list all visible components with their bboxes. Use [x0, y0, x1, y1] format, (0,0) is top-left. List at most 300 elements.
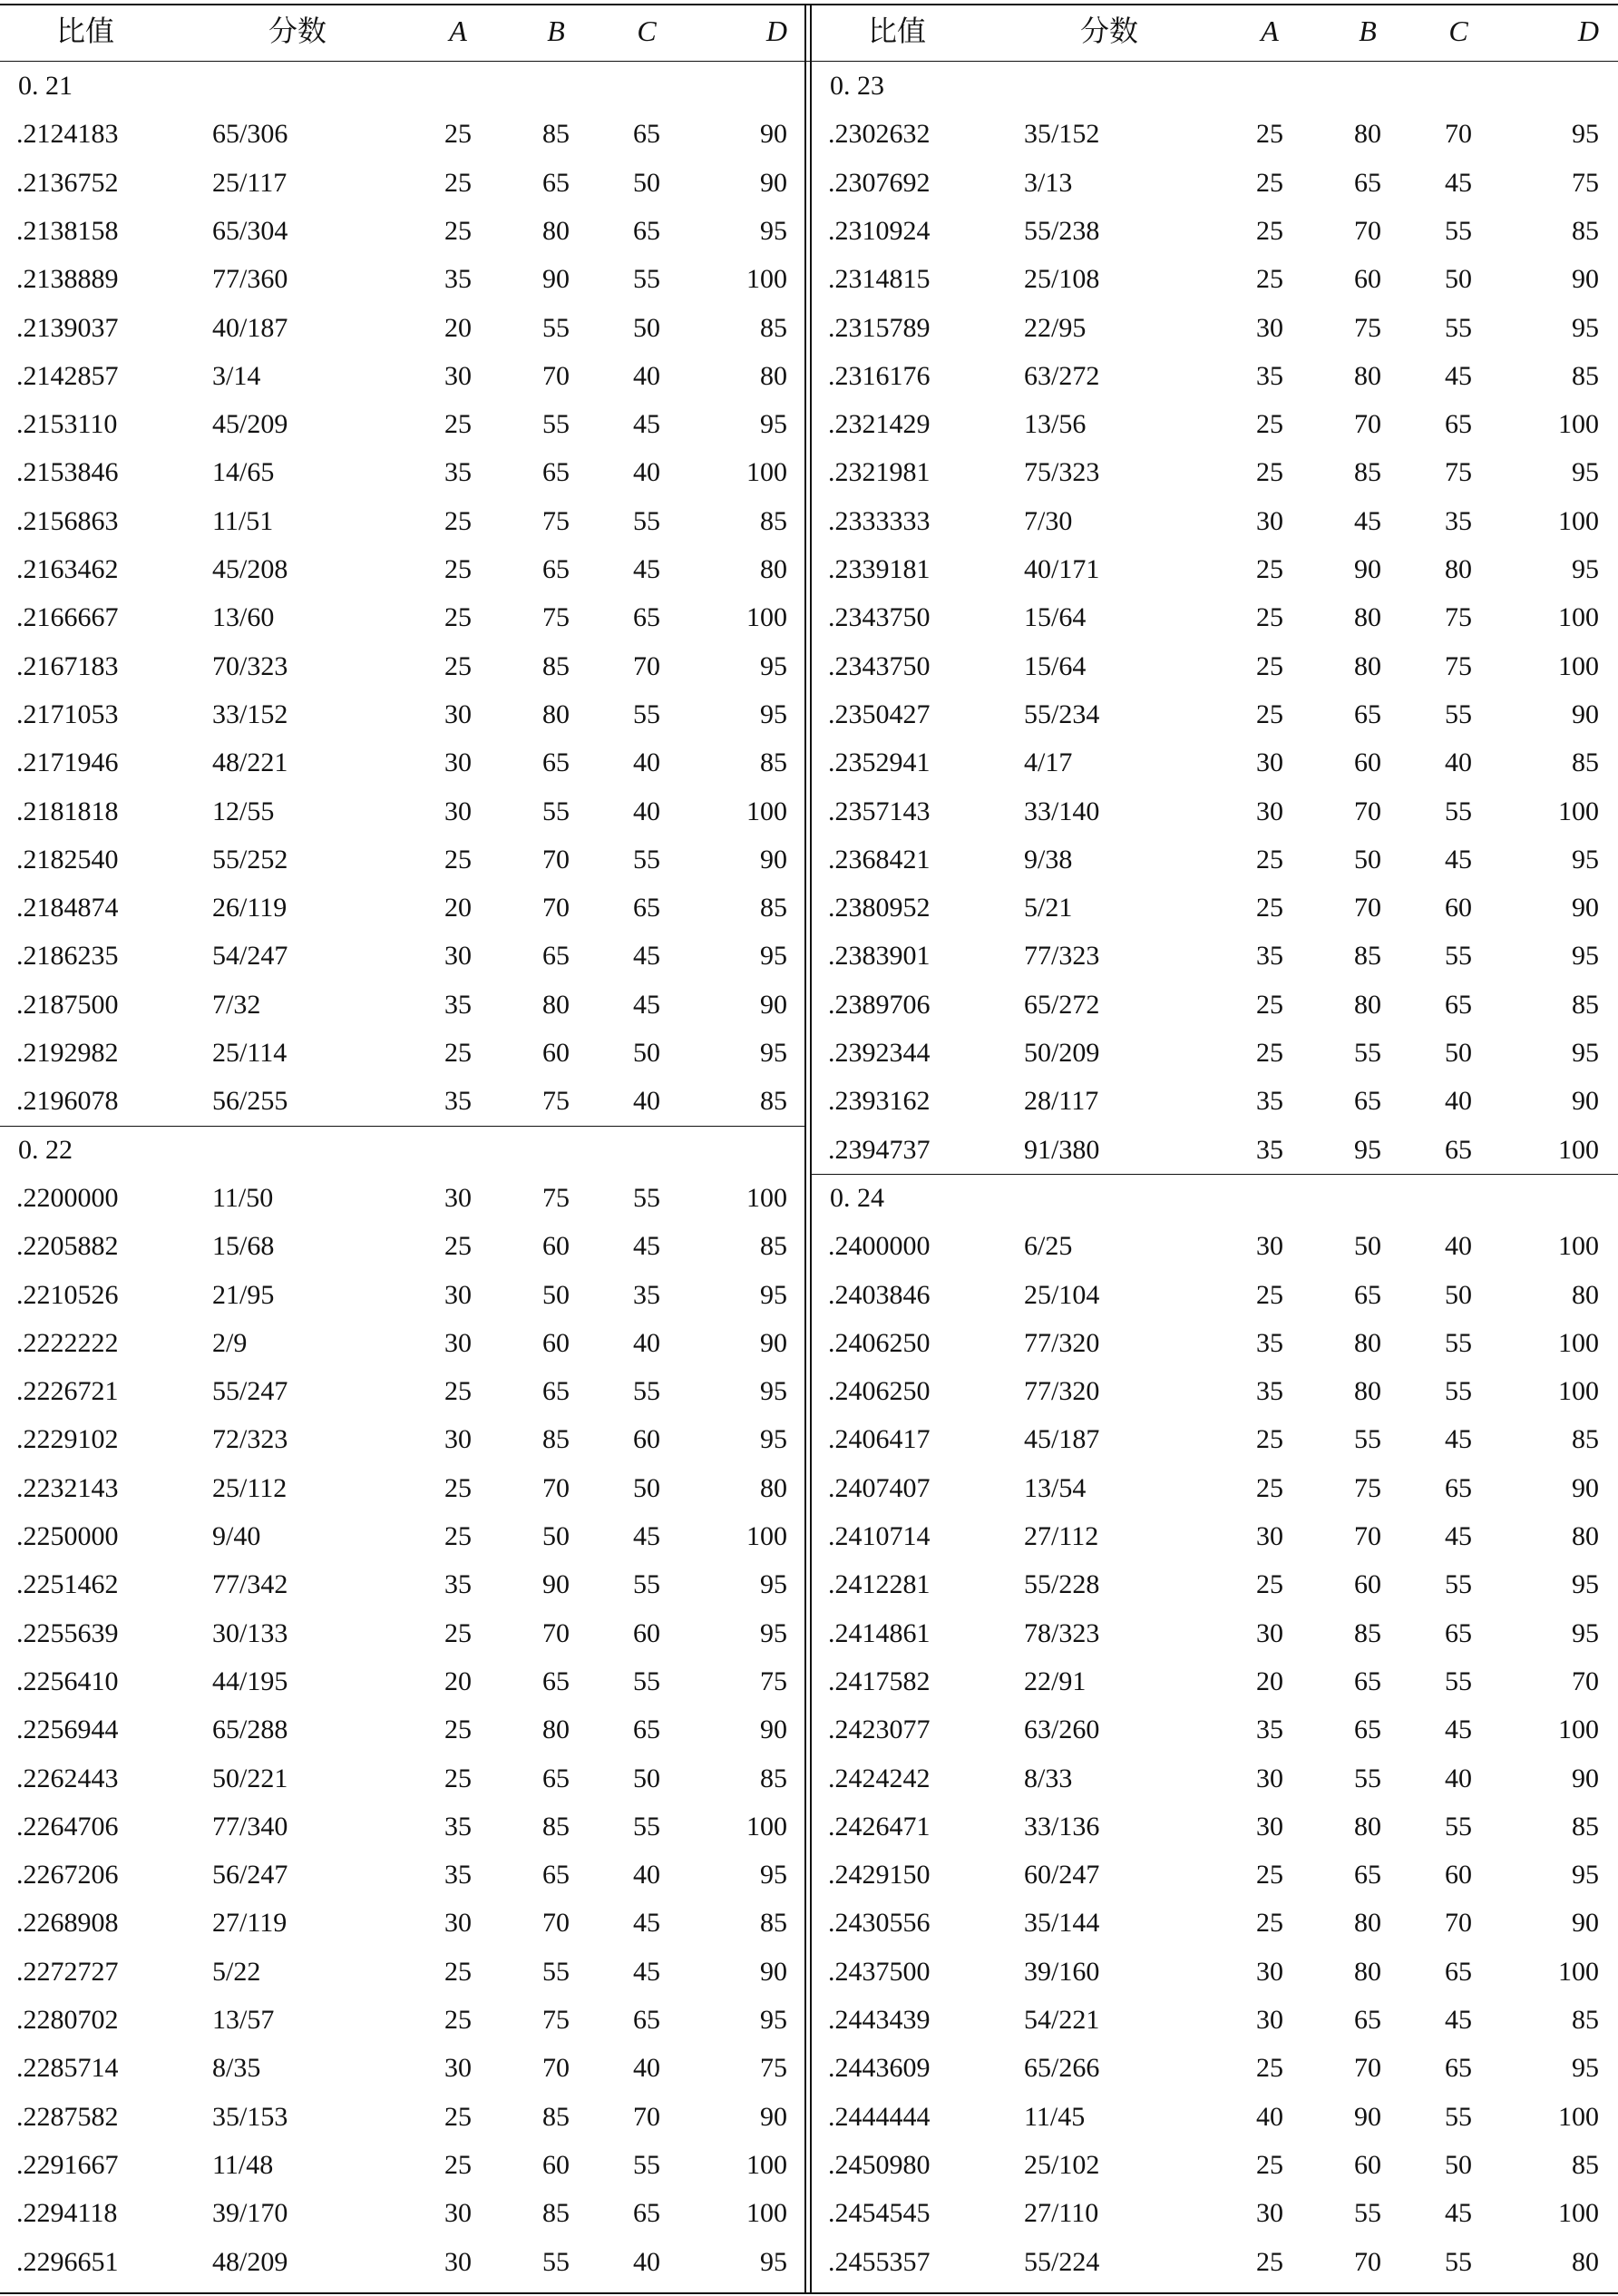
fraction-cell: 50/221 [212, 1763, 288, 1793]
ratio-cell: .2153110 [16, 409, 118, 440]
d-cell: 100 [1558, 650, 1599, 681]
b-cell: 50 [542, 1279, 570, 1310]
d-cell: 95 [760, 1038, 787, 1068]
a-cell: 30 [1256, 2005, 1283, 2035]
a-cell: 35 [444, 1811, 472, 1842]
b-cell: 50 [1354, 844, 1381, 874]
ratio-cell: .2424242 [828, 1763, 931, 1793]
d-cell: 95 [760, 1569, 787, 1600]
d-cell: 90 [760, 989, 787, 1020]
c-cell: 45 [1445, 360, 1472, 391]
fraction-cell: 27/110 [1024, 2198, 1099, 2229]
c-cell: 55 [1445, 1569, 1472, 1600]
b-cell: 55 [542, 409, 570, 440]
c-cell: 45 [1445, 1424, 1472, 1455]
d-cell: 100 [746, 2149, 787, 2180]
b-cell: 75 [1354, 1472, 1381, 1503]
ratio-cell: .2142857 [16, 360, 119, 391]
b-cell: 60 [1354, 1569, 1381, 1600]
fraction-cell: 35/152 [1024, 119, 1100, 150]
fraction-cell: 25/108 [1024, 264, 1100, 295]
c-cell: 45 [633, 1521, 660, 1551]
a-cell: 35 [1256, 1086, 1283, 1117]
fraction-cell: 56/247 [212, 1860, 288, 1891]
ratio-cell: .2302632 [828, 119, 931, 150]
d-cell: 85 [760, 747, 787, 778]
c-cell: 70 [1445, 119, 1472, 150]
c-cell: 40 [633, 360, 660, 391]
fraction-cell: 27/112 [1024, 1521, 1099, 1551]
ratio-cell: .2394737 [828, 1134, 931, 1165]
fraction-cell: 15/64 [1024, 650, 1087, 681]
b-cell: 70 [542, 2053, 570, 2084]
ratio-cell: .2139037 [16, 312, 119, 343]
b-cell: 90 [542, 264, 570, 295]
c-cell: 55 [1445, 941, 1472, 972]
a-cell: 25 [1256, 1860, 1283, 1891]
d-cell: 90 [760, 167, 787, 198]
ratio-cell: .2192982 [16, 1038, 119, 1068]
a-cell: 40 [1256, 2101, 1283, 2132]
fraction-cell: 77/340 [212, 1811, 288, 1842]
b-cell: 70 [1354, 2053, 1381, 2084]
d-cell: 85 [1572, 2149, 1599, 2180]
b-cell: 70 [1354, 1521, 1381, 1551]
d-cell: 95 [760, 2246, 787, 2277]
ratio-cell: .2163462 [16, 554, 119, 584]
fraction-cell: 13/56 [1024, 409, 1087, 440]
fraction-cell: 50/209 [1024, 1038, 1100, 1068]
fraction-cell: 55/247 [212, 1376, 288, 1407]
ratio-cell: .2393162 [828, 1086, 931, 1117]
c-cell: 50 [633, 1472, 660, 1503]
b-cell: 65 [1354, 167, 1381, 198]
d-cell: 95 [1572, 1860, 1599, 1891]
c-cell: 45 [633, 1956, 660, 1987]
header-ratio: 比值 [56, 15, 115, 47]
ratio-cell: .2229102 [16, 1424, 119, 1455]
a-cell: 20 [444, 893, 472, 923]
ratio-cell: .2256944 [16, 1715, 119, 1745]
a-cell: 30 [444, 1182, 472, 1213]
d-cell: 90 [760, 1715, 787, 1745]
ratio-cell: .2357143 [828, 796, 931, 826]
fraction-cell: 25/117 [212, 167, 288, 198]
ratio-cell: .2389706 [828, 989, 931, 1020]
a-cell: 25 [444, 650, 472, 681]
header-rule [0, 61, 1618, 62]
c-cell: 40 [1445, 1763, 1472, 1793]
d-cell: 90 [1572, 1086, 1599, 1117]
b-cell: 85 [1354, 457, 1381, 488]
a-cell: 25 [1256, 602, 1283, 633]
ratio-cell: .2333333 [828, 505, 931, 536]
ratio-cell: .2294118 [16, 2198, 118, 2229]
a-cell: 25 [444, 167, 472, 198]
ratio-cell: .2454545 [828, 2198, 931, 2229]
b-cell: 90 [542, 1569, 570, 1600]
b-cell: 80 [542, 699, 570, 729]
header-d: D [765, 15, 787, 47]
ratio-cell: .2443609 [828, 2053, 931, 2084]
ratio-cell: .2171053 [16, 699, 119, 729]
ratio-cell: .2417582 [828, 1666, 931, 1696]
ratio-cell: .2314815 [828, 264, 931, 295]
d-cell: 85 [1572, 360, 1599, 391]
c-cell: 55 [633, 1376, 660, 1407]
c-cell: 65 [633, 1715, 660, 1745]
ratio-cell: .2226721 [16, 1376, 119, 1407]
fraction-cell: 54/221 [1024, 2005, 1100, 2035]
c-cell: 40 [633, 1860, 660, 1891]
c-cell: 65 [633, 893, 660, 923]
ratio-cell: .2124183 [16, 119, 119, 150]
c-cell: 65 [1445, 1134, 1472, 1165]
b-cell: 90 [1354, 2101, 1381, 2132]
b-cell: 70 [542, 893, 570, 923]
c-cell: 55 [1445, 1327, 1472, 1358]
c-cell: 45 [1445, 844, 1472, 874]
ratio-cell: .2136752 [16, 167, 119, 198]
b-cell: 85 [542, 650, 570, 681]
bottom-rule [0, 2292, 1618, 2294]
b-cell: 75 [1354, 312, 1381, 343]
d-cell: 80 [760, 1472, 787, 1503]
fraction-cell: 12/55 [212, 796, 275, 826]
d-cell: 95 [760, 1860, 787, 1891]
c-cell: 40 [633, 796, 660, 826]
d-cell: 90 [1572, 1763, 1599, 1793]
a-cell: 25 [1256, 2246, 1283, 2277]
c-cell: 45 [633, 554, 660, 584]
a-cell: 25 [444, 1231, 472, 1262]
b-cell: 70 [1354, 796, 1381, 826]
fraction-cell: 25/114 [212, 1038, 288, 1068]
a-cell: 25 [444, 409, 472, 440]
ratio-cell: .2166667 [16, 602, 119, 633]
a-cell: 25 [444, 1956, 472, 1987]
ratio-cell: .2316176 [828, 360, 931, 391]
fraction-cell: 26/119 [212, 893, 288, 923]
d-cell: 80 [1572, 2246, 1599, 2277]
b-cell: 55 [1354, 1763, 1381, 1793]
d-cell: 90 [760, 1327, 787, 1358]
fraction-cell: 15/64 [1024, 602, 1087, 633]
c-cell: 50 [1445, 1279, 1472, 1310]
c-cell: 55 [633, 1811, 660, 1842]
c-cell: 65 [1445, 1472, 1472, 1503]
a-cell: 25 [1256, 989, 1283, 1020]
a-cell: 30 [444, 2246, 472, 2277]
c-cell: 65 [633, 602, 660, 633]
a-cell: 30 [1256, 2198, 1283, 2229]
c-cell: 70 [633, 650, 660, 681]
group-label: 0. 24 [830, 1182, 884, 1213]
a-cell: 25 [1256, 1569, 1283, 1600]
d-cell: 85 [760, 1231, 787, 1262]
ratio-cell: .2182540 [16, 844, 119, 874]
d-cell: 95 [760, 650, 787, 681]
c-cell: 55 [1445, 1811, 1472, 1842]
fraction-cell: 39/170 [212, 2198, 288, 2229]
b-cell: 55 [542, 312, 570, 343]
a-cell: 30 [444, 2053, 472, 2084]
a-cell: 30 [1256, 505, 1283, 536]
b-cell: 80 [1354, 1908, 1381, 1939]
fraction-cell: 35/153 [212, 2101, 288, 2132]
a-cell: 35 [1256, 1327, 1283, 1358]
ratio-cell: .2368421 [828, 844, 931, 874]
a-cell: 30 [444, 1279, 472, 1310]
d-cell: 85 [760, 1908, 787, 1939]
c-cell: 40 [633, 457, 660, 488]
ratio-cell: .2285714 [16, 2053, 119, 2084]
c-cell: 55 [633, 505, 660, 536]
ratio-cell: .2256410 [16, 1666, 119, 1696]
a-cell: 25 [1256, 1908, 1283, 1939]
a-cell: 25 [1256, 1424, 1283, 1455]
d-cell: 95 [1572, 1617, 1599, 1648]
b-cell: 85 [542, 119, 570, 150]
d-cell: 90 [760, 1956, 787, 1987]
c-cell: 65 [633, 2198, 660, 2229]
fraction-cell: 77/323 [1024, 941, 1100, 972]
b-cell: 65 [542, 167, 570, 198]
d-cell: 95 [760, 215, 787, 246]
fraction-cell: 72/323 [212, 1424, 288, 1455]
d-cell: 85 [1572, 215, 1599, 246]
d-cell: 85 [760, 1086, 787, 1117]
b-cell: 85 [542, 2101, 570, 2132]
c-cell: 60 [633, 1617, 660, 1648]
b-cell: 55 [1354, 2198, 1381, 2229]
c-cell: 40 [633, 747, 660, 778]
b-cell: 60 [1354, 2149, 1381, 2180]
c-cell: 65 [633, 215, 660, 246]
c-cell: 65 [1445, 1956, 1472, 1987]
a-cell: 35 [1256, 941, 1283, 972]
ratio-cell: .2287582 [16, 2101, 119, 2132]
c-cell: 55 [1445, 2246, 1472, 2277]
ratio-cell: .2250000 [16, 1521, 119, 1551]
b-cell: 60 [542, 1231, 570, 1262]
b-cell: 65 [542, 554, 570, 584]
header-c: C [637, 15, 657, 47]
a-cell: 35 [444, 1569, 472, 1600]
a-cell: 25 [1256, 119, 1283, 150]
c-cell: 65 [1445, 989, 1472, 1020]
a-cell: 30 [1256, 1956, 1283, 1987]
fraction-cell: 6/25 [1024, 1231, 1073, 1262]
a-cell: 30 [1256, 1231, 1283, 1262]
fraction-cell: 8/33 [1024, 1763, 1073, 1793]
d-cell: 80 [760, 360, 787, 391]
d-cell: 85 [1572, 989, 1599, 1020]
d-cell: 95 [1572, 457, 1599, 488]
ratio-cell: .2352941 [828, 747, 931, 778]
c-cell: 45 [633, 1231, 660, 1262]
b-cell: 80 [1354, 1376, 1381, 1407]
fraction-cell: 65/272 [1024, 989, 1100, 1020]
fraction-cell: 55/228 [1024, 1569, 1100, 1600]
d-cell: 100 [746, 1182, 787, 1213]
right-group-divider [812, 1174, 1618, 1175]
fraction-cell: 48/221 [212, 747, 288, 778]
b-cell: 90 [1354, 554, 1381, 584]
d-cell: 85 [760, 1763, 787, 1793]
d-cell: 85 [1572, 747, 1599, 778]
a-cell: 25 [444, 505, 472, 536]
c-cell: 45 [1445, 2005, 1472, 2035]
ratio-cell: .2321429 [828, 409, 931, 440]
fraction-cell: 22/95 [1024, 312, 1087, 343]
fraction-cell: 13/54 [1024, 1472, 1087, 1503]
a-cell: 25 [1256, 1038, 1283, 1068]
header-fraction: 分数 [268, 15, 327, 47]
fraction-cell: 65/306 [212, 119, 288, 150]
b-cell: 80 [542, 1715, 570, 1745]
c-cell: 75 [1445, 602, 1472, 633]
a-cell: 30 [444, 1327, 472, 1358]
d-cell: 85 [760, 312, 787, 343]
a-cell: 25 [444, 2005, 472, 2035]
ratio-cell: .2205882 [16, 1231, 119, 1262]
fraction-cell: 11/45 [1024, 2101, 1086, 2132]
d-cell: 85 [1572, 2005, 1599, 2035]
fraction-cell: 13/60 [212, 602, 275, 633]
fraction-cell: 77/320 [1024, 1376, 1100, 1407]
ratio-cell: .2200000 [16, 1182, 119, 1213]
b-cell: 60 [542, 2149, 570, 2180]
ratio-cell: .2232143 [16, 1472, 119, 1503]
ratio-cell: .2392344 [828, 1038, 931, 1068]
ratio-cell: .2262443 [16, 1763, 119, 1793]
c-cell: 40 [1445, 1231, 1472, 1262]
b-cell: 80 [1354, 1956, 1381, 1987]
b-cell: 60 [1354, 264, 1381, 295]
d-cell: 100 [1558, 1956, 1599, 1987]
d-cell: 100 [1558, 2101, 1599, 2132]
a-cell: 35 [444, 1860, 472, 1891]
fraction-cell: 30/133 [212, 1617, 288, 1648]
b-cell: 65 [542, 457, 570, 488]
a-cell: 35 [1256, 1134, 1283, 1165]
d-cell: 95 [1572, 941, 1599, 972]
a-cell: 25 [1256, 1472, 1283, 1503]
d-cell: 90 [1572, 893, 1599, 923]
c-cell: 60 [1445, 1860, 1472, 1891]
a-cell: 25 [1256, 844, 1283, 874]
ratio-cell: .2343750 [828, 650, 931, 681]
fraction-cell: 56/255 [212, 1086, 288, 1117]
d-cell: 100 [1558, 1715, 1599, 1745]
fraction-cell: 63/272 [1024, 360, 1100, 391]
b-cell: 85 [542, 2198, 570, 2229]
c-cell: 45 [633, 409, 660, 440]
ratio-cell: .2437500 [828, 1956, 931, 1987]
fraction-cell: 54/247 [212, 941, 288, 972]
b-cell: 85 [542, 1811, 570, 1842]
ratio-cell: .2350427 [828, 699, 931, 729]
header-a: A [1261, 15, 1279, 47]
b-cell: 75 [542, 602, 570, 633]
b-cell: 80 [1354, 1811, 1381, 1842]
fraction-cell: 63/260 [1024, 1715, 1100, 1745]
d-cell: 100 [746, 1811, 787, 1842]
fraction-cell: 40/171 [1024, 554, 1100, 584]
fraction-cell: 11/48 [212, 2149, 274, 2180]
header-fraction: 分数 [1080, 15, 1139, 47]
fraction-cell: 11/50 [212, 1182, 274, 1213]
d-cell: 95 [1572, 119, 1599, 150]
group-label: 0. 21 [18, 71, 73, 101]
c-cell: 65 [1445, 1617, 1472, 1648]
d-cell: 95 [1572, 1569, 1599, 1600]
d-cell: 100 [1558, 409, 1599, 440]
d-cell: 80 [1572, 1279, 1599, 1310]
a-cell: 35 [444, 1086, 472, 1117]
ratio-cell: .2410714 [828, 1521, 931, 1551]
b-cell: 80 [1354, 602, 1381, 633]
fraction-cell: 4/17 [1024, 747, 1073, 778]
d-cell: 90 [760, 119, 787, 150]
d-cell: 100 [1558, 602, 1599, 633]
fraction-cell: 55/252 [212, 844, 288, 874]
d-cell: 90 [760, 2101, 787, 2132]
c-cell: 40 [633, 2246, 660, 2277]
fraction-cell: 11/51 [212, 505, 274, 536]
fraction-cell: 75/323 [1024, 457, 1100, 488]
b-cell: 95 [1354, 1134, 1381, 1165]
fraction-cell: 14/65 [212, 457, 275, 488]
d-cell: 90 [1572, 699, 1599, 729]
b-cell: 80 [1354, 119, 1381, 150]
d-cell: 100 [1558, 505, 1599, 536]
d-cell: 100 [1558, 1231, 1599, 1262]
fraction-cell: 15/68 [212, 1231, 275, 1262]
center-double-rule-right [810, 4, 812, 2292]
d-cell: 100 [746, 1521, 787, 1551]
ratio-cell: .2423077 [828, 1715, 931, 1745]
c-cell: 50 [1445, 1038, 1472, 1068]
a-cell: 25 [1256, 457, 1283, 488]
ratio-cell: .2343750 [828, 602, 931, 633]
ratio-cell: .2187500 [16, 989, 119, 1020]
group-label: 0. 22 [18, 1134, 73, 1165]
ratio-cell: .2153846 [16, 457, 119, 488]
d-cell: 100 [746, 457, 787, 488]
ratio-cell: .2429150 [828, 1860, 931, 1891]
d-cell: 100 [1558, 1376, 1599, 1407]
c-cell: 65 [1445, 409, 1472, 440]
fraction-cell: 55/238 [1024, 215, 1100, 246]
d-cell: 95 [760, 1376, 787, 1407]
b-cell: 70 [542, 1617, 570, 1648]
b-cell: 55 [1354, 1424, 1381, 1455]
fraction-cell: 21/95 [212, 1279, 275, 1310]
fraction-cell: 77/320 [1024, 1327, 1100, 1358]
c-cell: 45 [1445, 1521, 1472, 1551]
c-cell: 35 [633, 1279, 660, 1310]
c-cell: 75 [1445, 457, 1472, 488]
a-cell: 25 [1256, 2149, 1283, 2180]
ratio-cell: .2383901 [828, 941, 931, 972]
c-cell: 40 [633, 1327, 660, 1358]
b-cell: 80 [542, 215, 570, 246]
a-cell: 20 [444, 312, 472, 343]
b-cell: 75 [542, 2005, 570, 2035]
fraction-cell: 25/102 [1024, 2149, 1100, 2180]
